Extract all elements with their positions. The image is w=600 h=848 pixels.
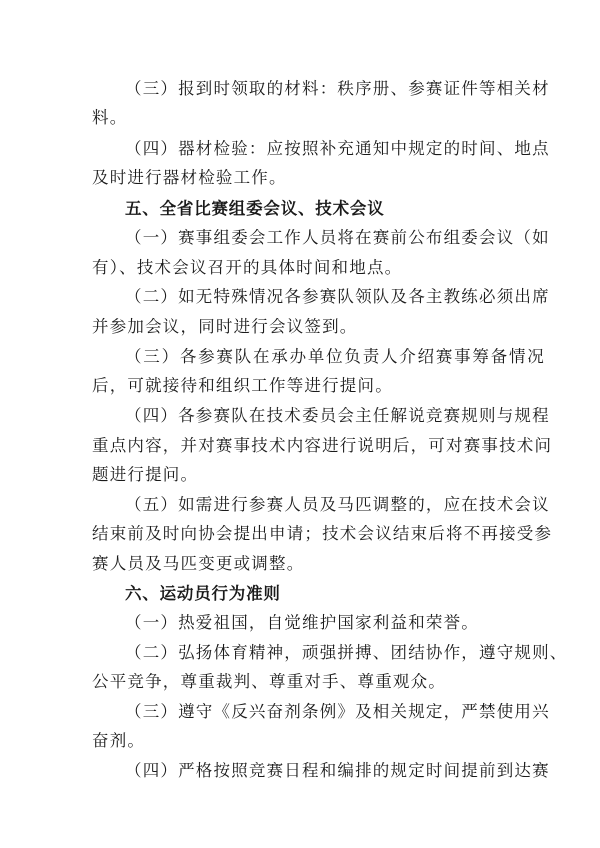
paragraph-line: （二）弘扬体育精神，顽强拼搏、团结协作，遵守规则、 <box>125 643 568 662</box>
paragraph-line: （三）各参赛队在承办单位负责人介绍赛事筹备情况 <box>125 347 545 366</box>
paragraph-line: 并参加会议，同时进行会议签到。 <box>92 317 358 336</box>
paragraph-line: 料。 <box>92 108 128 127</box>
paragraph-line: （四）各参赛队在技术委员会主任解说竞赛规则与规程 <box>125 406 550 425</box>
paragraph-line: （四）严格按照竞赛日程和编排的规定时间提前到达赛 <box>125 761 550 780</box>
paragraph-line: 赛人员及马匹变更或调整。 <box>92 554 305 573</box>
paragraph-line: （二）如无特殊情况各参赛队领队及各主教练必须出席 <box>125 287 550 306</box>
paragraph-line: 重点内容，并对赛事技术内容进行说明后，可对赛事技术问 <box>92 436 553 455</box>
paragraph-line: 有）、技术会议召开的具体时间和地点。 <box>92 258 403 277</box>
paragraph-line: （三）报到时领取的材料：秩序册、参赛证件等相关材 <box>125 79 550 98</box>
paragraph-line: （四）器材检验：应按照补充通知中规定的时间、地点 <box>125 139 550 158</box>
section-heading-5: 五、全省比赛组委会议、技术会议 <box>125 199 385 218</box>
paragraph-line: 及时进行器材检验工作。 <box>92 168 287 187</box>
paragraph-line: （五）如需进行参赛人员及马匹调整的，应在技术会议 <box>125 495 550 514</box>
paragraph-line: 奋剂。 <box>92 731 146 750</box>
paragraph-line: 题进行提问。 <box>92 465 199 484</box>
paragraph-line: （一）热爱祖国，自觉维护国家利益和荣誉。 <box>125 613 479 632</box>
paragraph-line: 结束前及时向协会提出申请；技术会议结束后将不再接受参 <box>92 524 553 543</box>
section-heading-6: 六、运动员行为准则 <box>125 584 281 603</box>
paragraph-line: 后，可就接待和组织工作等进行提问。 <box>92 376 393 395</box>
paragraph-line: 公平竞争，尊重裁判、尊重对手、尊重观众。 <box>92 672 446 691</box>
paragraph-line: （三）遵守《反兴奋剂条例》及相关规定，严禁使用兴 <box>125 702 550 721</box>
paragraph-line: （一）赛事组委会工作人员将在赛前公布组委会议（如 <box>125 228 550 247</box>
